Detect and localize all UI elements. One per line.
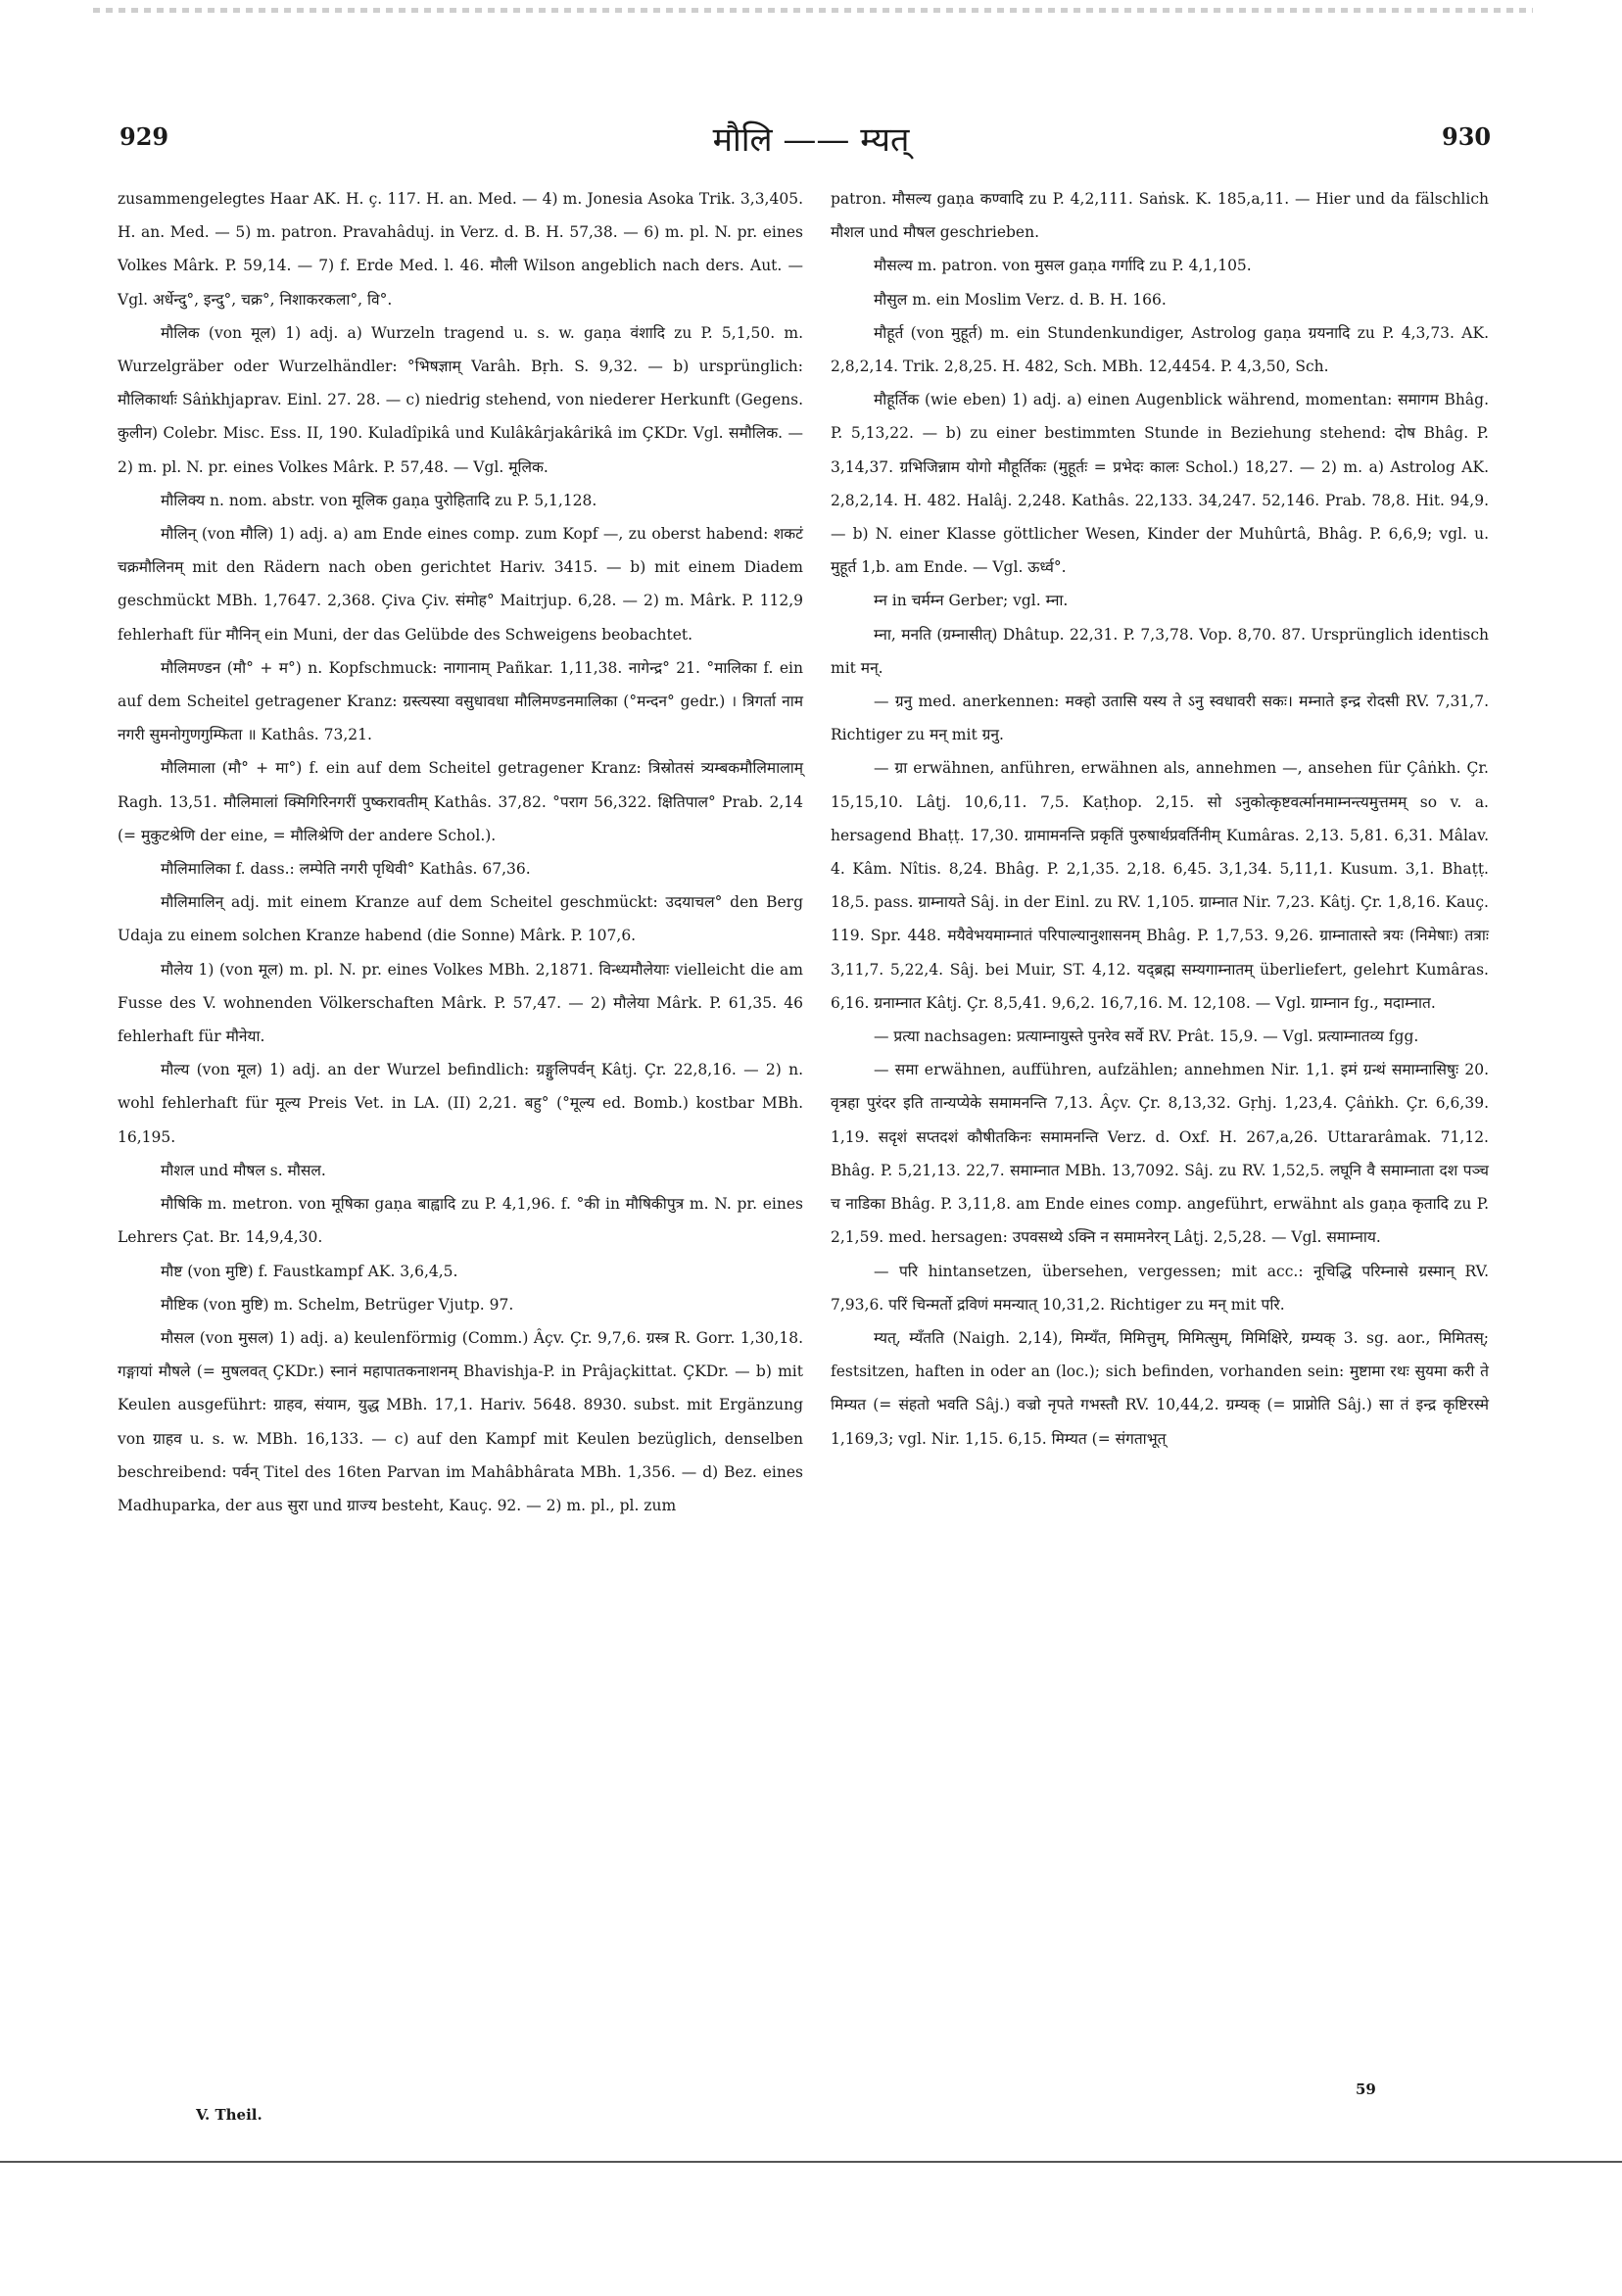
left-column [118, 182, 803, 1522]
dictionary-entry: — प्रत्या nachsagen: प्रत्याम्नायुस्ते पुनरेव सर्वे RV. Prât. 15,9. — Vgl. प्रत्याम्नातव्य fgg. [874, 1028, 1419, 1046]
dictionary-entry: मौलिमालिका f. dass.: लम्पेति नगरी पृथिवी° Kathâs. 67,36. [161, 860, 531, 879]
dictionary-entry: मौलिन् (von मौलि) 1) adj. a) am Ende eines comp. zum Kopf —, zu oberst habend: शकटं चक्रमौलिनम् mit den Rädern nach oben gerichtet Hariv. 3415. — b) mit einem Diadem geschmückt MBh. 1,7647. 2,368. Çiva Çiv. संमोह° Maitrjup. 6,28. — 2) m. Mârk. P. 112,9 fehlerhaft für मौनिन् ein Muni, der das Gelübde des Schweigens beobachtet. [118, 525, 803, 644]
dictionary-entry: मौसल्य m. patron. von मुसल gaṇa गर्गादि zu P. 4,1,105. [874, 257, 1252, 275]
dictionary-entry: मौसल (von मुसल) 1) adj. a) keulenförmig (Comm.) Âçv. Çr. 9,7,6. ग्रस्त्र R. Gorr. 1,30,18. गङ्गायां मौषले (= मुषलवत् ÇKDr.) स्नानं महापातकनाशनम् Bhavishja-P. in Prâjaçkittat. ÇKDr. — b) mit Keulen ausgeführt: ग्राहव, संयाम, युद्ध MBh. 17,1. Hariv. 5648. 8930. subst. mit Ergänzung von ग्राहव u. s. w. MBh. 16,133. — c) auf den Kampf mit Keulen bezüglich, denselben beschreibend: पर्वन् Titel des 16ten Parvan im Mahâbhârata MBh. 1,356. — d) Bez. eines Madhuparka, der aus सुरा und ग्राज्य besteht, Kauç. 92. — 2) m. pl., pl. zum [118, 1328, 803, 1514]
scan-edge-artifact [93, 8, 1533, 13]
dictionary-entry: मौहूर्तिक (wie eben) 1) adj. a) einen Augenblick während, momentan: समागम Bhâg. P. 5,13,22. — b) zu einer bestimmten Stunde in Beziehung stehend: दोष Bhâg. P. 3,14,37. ग्रभिजिन्नाम योगो मौहूर्तिकः (मुहूर्तः = प्रभेदः कालः Schol.) 18,27. — 2) m. a) Astrolog AK. 2,8,2,14. H. 482. Halâj. 2,248. Kathâs. 22,133. 34,247. 52,146. Prab. 78,8. Hit. 94,9. — b) N. einer Klasse göttlicher Wesen, Kinder der Muhûrtâ, Bhâg. P. 6,6,9; vgl. u. मुहूर्त 1,b. am Ende. — Vgl. ऊर्ध्व°. [831, 391, 1489, 577]
dictionary-entry: zusammengelegtes Haar AK. H. ç. 117. H. an. Med. — 4) m. Jonesia Asoka Trik. 3,3,405. H. an. Med. — 5) m. patron. Pravahâduj. in Verz. d. B. H. 57,38. — 6) m. pl. N. pr. eines Volkes Mârk. P. 59,14. — 7) f. Erde Med. l. 46. मौली Wilson angeblich nach ders. Aut. — Vgl. अर्धेन्दु°, इन्दु°, चक्र°, निशाकरकला°, वि°. [118, 190, 803, 309]
dictionary-entry: मौहूर्त (von मुहूर्त) m. ein Stundenkundiger, Astrolog gaṇa ग्रयनादि zu P. 4,3,73. AK. 2,8,2,14. Trik. 2,8,25. H. 482, Sch. MBh. 12,4454. P. 4,3,50, Sch. [831, 323, 1489, 376]
dictionary-entry: म्यत्, म्यँतति (Naigh. 2,14), मिम्यँत, मिमित्तुम्, मिमित्सुम्, मिमिक्षिरे, ग्रम्यक् 3. sg. aor., मिमितस्; festsitzen, haften in oder an (loc.); sich befinden, vorhanden sein: मुष्टामा रथः सुयमा करी ते मिम्यत (= संहतो भवति Sâj.) वज्रो नृपते गभस्तौ RV. 10,44,2. ग्रम्यक् (= प्राप्नोति Sâj.) सा तं इन्द्र कृष्टिरस्मे 1,169,3; vgl. Nir. 1,15. 6,15. मिम्यत (= संगताभूत् [831, 1328, 1489, 1448]
dictionary-entry: — परि hintansetzen, übersehen, vergessen; mit acc.: नूचिद्धि परिम्नासे ग्रस्मान् RV. 7,93,6. परिं चिन्मर्तो द्रविणं ममन्यात् 10,31,2. Richtiger zu मन् mit परि. [831, 1262, 1489, 1314]
page-number-right: 930 [1442, 122, 1492, 151]
dictionary-entry: मौलिमालिन् adj. mit einem Kranze auf dem Scheitel geschmückt: उदयाचल° den Berg Udaja zu einem solchen Kranze habend (die Sonne) Mârk. P. 107,6. [118, 893, 803, 945]
dictionary-entry: मौषिकि m. metron. von मूषिका gaṇa बाह्वादि zu P. 4,1,96. f. °की in मौषिकीपुत्र m. N. pr. eines Lehrers Çat. Br. 14,9,4,30. [118, 1195, 803, 1247]
volume-label: V. Theil. [196, 2106, 262, 2124]
dictionary-entry: मौलिक (von मूल) 1) adj. a) Wurzeln tragend u. s. w. gaṇa वंशादि zu P. 5,1,50. m. Wurzelgräber oder Wurzelhändler: °भिषज्ञाम् Varâh. Bṛh. S. 9,32. — b) ursprünglich: मौलिकार्थाः Sâṅkhjaprav. Einl. 27. 28. — c) niedrig stehend, von niederer Herkunft (Gegens. कुलीन) Colebr. Misc. Ess. II, 190. Kuladîpikâ und Kulâkârjakârikâ im ÇKDr. Vgl. समौलिक. — 2) m. pl. N. pr. eines Volkes Mârk. P. 57,48. — Vgl. मूलिक. [118, 323, 803, 476]
dictionary-entry: मौशल und मौषल s. मौसल. [161, 1161, 326, 1179]
dictionary-entry: patron. मौसल्य gaṇa कण्वादि zu P. 4,2,111. Saṅsk. K. 185,a,11. — Hier und da fälschlich मौशल und मौषल geschrieben. [831, 190, 1489, 242]
page-number-left: 929 [119, 122, 169, 151]
printer-signature: 59 [1356, 2081, 1376, 2098]
dictionary-entry: म्ना, मनति (ग्रम्नासीत्) Dhâtup. 22,31. P. 7,3,78. Vop. 8,70. 87. Ursprünglich identisch mit मन्. [831, 625, 1489, 677]
dictionary-entry: मौलिमण्डन (मौ° + म°) n. Kopfschmuck: नागानाम् Pañkar. 1,11,38. नागेन्द्र° 21. °मालिका f. ein auf dem Scheitel getragener Kranz: ग्रस्त्यस्या वसुधावधा मौलिमण्डनमालिका (°मन्दन° gedr.) । त्रिगर्ता नाम नगरी सुमनोगुणगुम्फिता ॥ Kathâs. 73,21. [118, 658, 803, 744]
dictionary-entry: मौल्य (von मूल) 1) adj. an der Wurzel befindlich: ग्रङ्गुलिपर्वन् Kâtj. Çr. 22,8,16. — 2) n. wohl fehlerhaft für मूल्य Preis Vet. in LA. (II) 2,21. बहु° (°मूल्य ed. Bomb.) kostbar MBh. 16,195. [118, 1061, 803, 1146]
dictionary-entry: — ग्रा erwähnen, anführen, erwähnen als, annehmen —, ansehen für Çâṅkh. Çr. 15,15,10. Lâṭj. 10,6,11. 7,5. Kaṭhop. 2,15. सो ऽनुकोत्कृष्टवर्त्मानमाम्नन्त्यमुत्तमम् so v. a. hersagend Bhaṭṭ. 17,30. ग्रामामनन्ति प्रकृतिं पुरुषार्थप्रवर्तिनीम् Kumâras. 2,13. 5,81. 6,31. Mâlav. 4. Kâm. Nîtis. 8,24. Bhâg. P. 2,1,35. 2,18. 6,45. 3,1,34. 5,11,1. Kusum. 3,1. Bhaṭṭ. 18,5. pass. ग्राम्नायते Sâj. in der Einl. zu RV. 1,105. ग्राम्नात Nir. 7,23. Kâtj. Çr. 1,8,16. Kauç. 119. Spr. 448. मयैवेभयमाम्नातं परिपाल्यानुशासनम् Bhâg. P. 1,7,53. 9,26. ग्राम्नातास्ते त्रयः (निमेषाः) तत्राः 3,11,7. 5,22,4. Sâj. bei Muir, ST. 4,12. यद्ब्रह्म सम्यगाम्नातम् überliefert, gelehrt Kumâras. 6,16. ग्रनाम्नात Kâtj. Çr. 8,5,41. 9,6,2. 16,7,16. M. 12,108. — Vgl. ग्राम्नान fg., मदाम्नात. [831, 759, 1489, 1012]
dictionary-entry: — ग्रनु med. anerkennen: मक्हो उतासि यस्य ते ऽनु स्वधावरी सकः। मम्नाते इन्द्र रोदसी RV. 7,31,7. Richtiger zu मन् mit ग्रनु. [831, 693, 1489, 744]
dictionary-entry: मौलिमाला (मौ° + मा°) f. ein auf dem Scheitel getragener Kranz: त्रिस्रोतसं त्र्यम्बकमौलिमालाम् Ragh. 13,51. मौलिमालां क्मिगिरिनगरीं पुष्करावतीम् Kathâs. 37,82. °पराग 56,322. क्षितिपाल° Prab. 2,14 (= मुकुटश्रेणि der eine, = मौलिश्रेणि der andere Schol.). [118, 759, 803, 844]
running-headword: मौलि —— म्यत् [712, 120, 910, 160]
dictionary-entry: मौष्टिक (von मुष्टि) m. Schelm, Betrüger Vjutp. 97. [161, 1295, 514, 1314]
dictionary-entry: मौलिक्य n. nom. abstr. von मूलिक gaṇa पुरोहितादि zu P. 5,1,128. [161, 491, 597, 509]
dictionary-entry: मौष्ट (von मुष्टि) f. Faustkampf AK. 3,6,4,5. [161, 1262, 458, 1280]
dictionary-entry: मौलेय 1) (von मूल) m. pl. N. pr. eines Volkes MBh. 2,1871. विन्ध्यमौलेयाः vielleicht die am Fusse des V. wohnenden Völkerschaften Mârk. P. 57,47. — 2) मौलेया Mârk. P. 61,35. 46 fehlerhaft für मौनेया. [118, 960, 803, 1046]
dictionary-entry: मौसुल m. ein Moslim Verz. d. B. H. 166. [874, 290, 1167, 309]
bottom-rule [0, 2161, 1622, 2163]
dictionary-entry: म्न in चर्मम्न Gerber; vgl. म्ना. [874, 592, 1069, 610]
right-column [831, 182, 1489, 1456]
dictionary-entry: — समा erwähnen, aufführen, aufzählen; annehmen Nir. 1,1. इमं ग्रन्थं समाम्नासिषुः 20. वृत्रहा पुरंदर इति तान्यप्येके समामनन्ति 7,13. Âçv. Çr. 8,13,32. Gṛhj. 1,23,4. Çâṅkh. Çr. 6,6,39. 1,19. सदृशं सप्तदशं कौषीतकिनः समामनन्ति Verz. d. Oxf. H. 267,a,26. Uttararâmak. 71,12. Bhâg. P. 5,21,13. 22,7. समाम्नात MBh. 13,7092. Sâj. zu RV. 1,52,5. लघूनि वै समाम्नाता दश पञ्च च नाडिका Bhâg. P. 3,11,8. am Ende eines comp. angeführt, erwähnt als gaṇa कृतादि zu P. 2,1,59. med. hersagen: उपवसथ्ये ऽक्नि न समामनेरन् Lâṭj. 2,5,28. — Vgl. समाम्नाय. [831, 1061, 1489, 1247]
